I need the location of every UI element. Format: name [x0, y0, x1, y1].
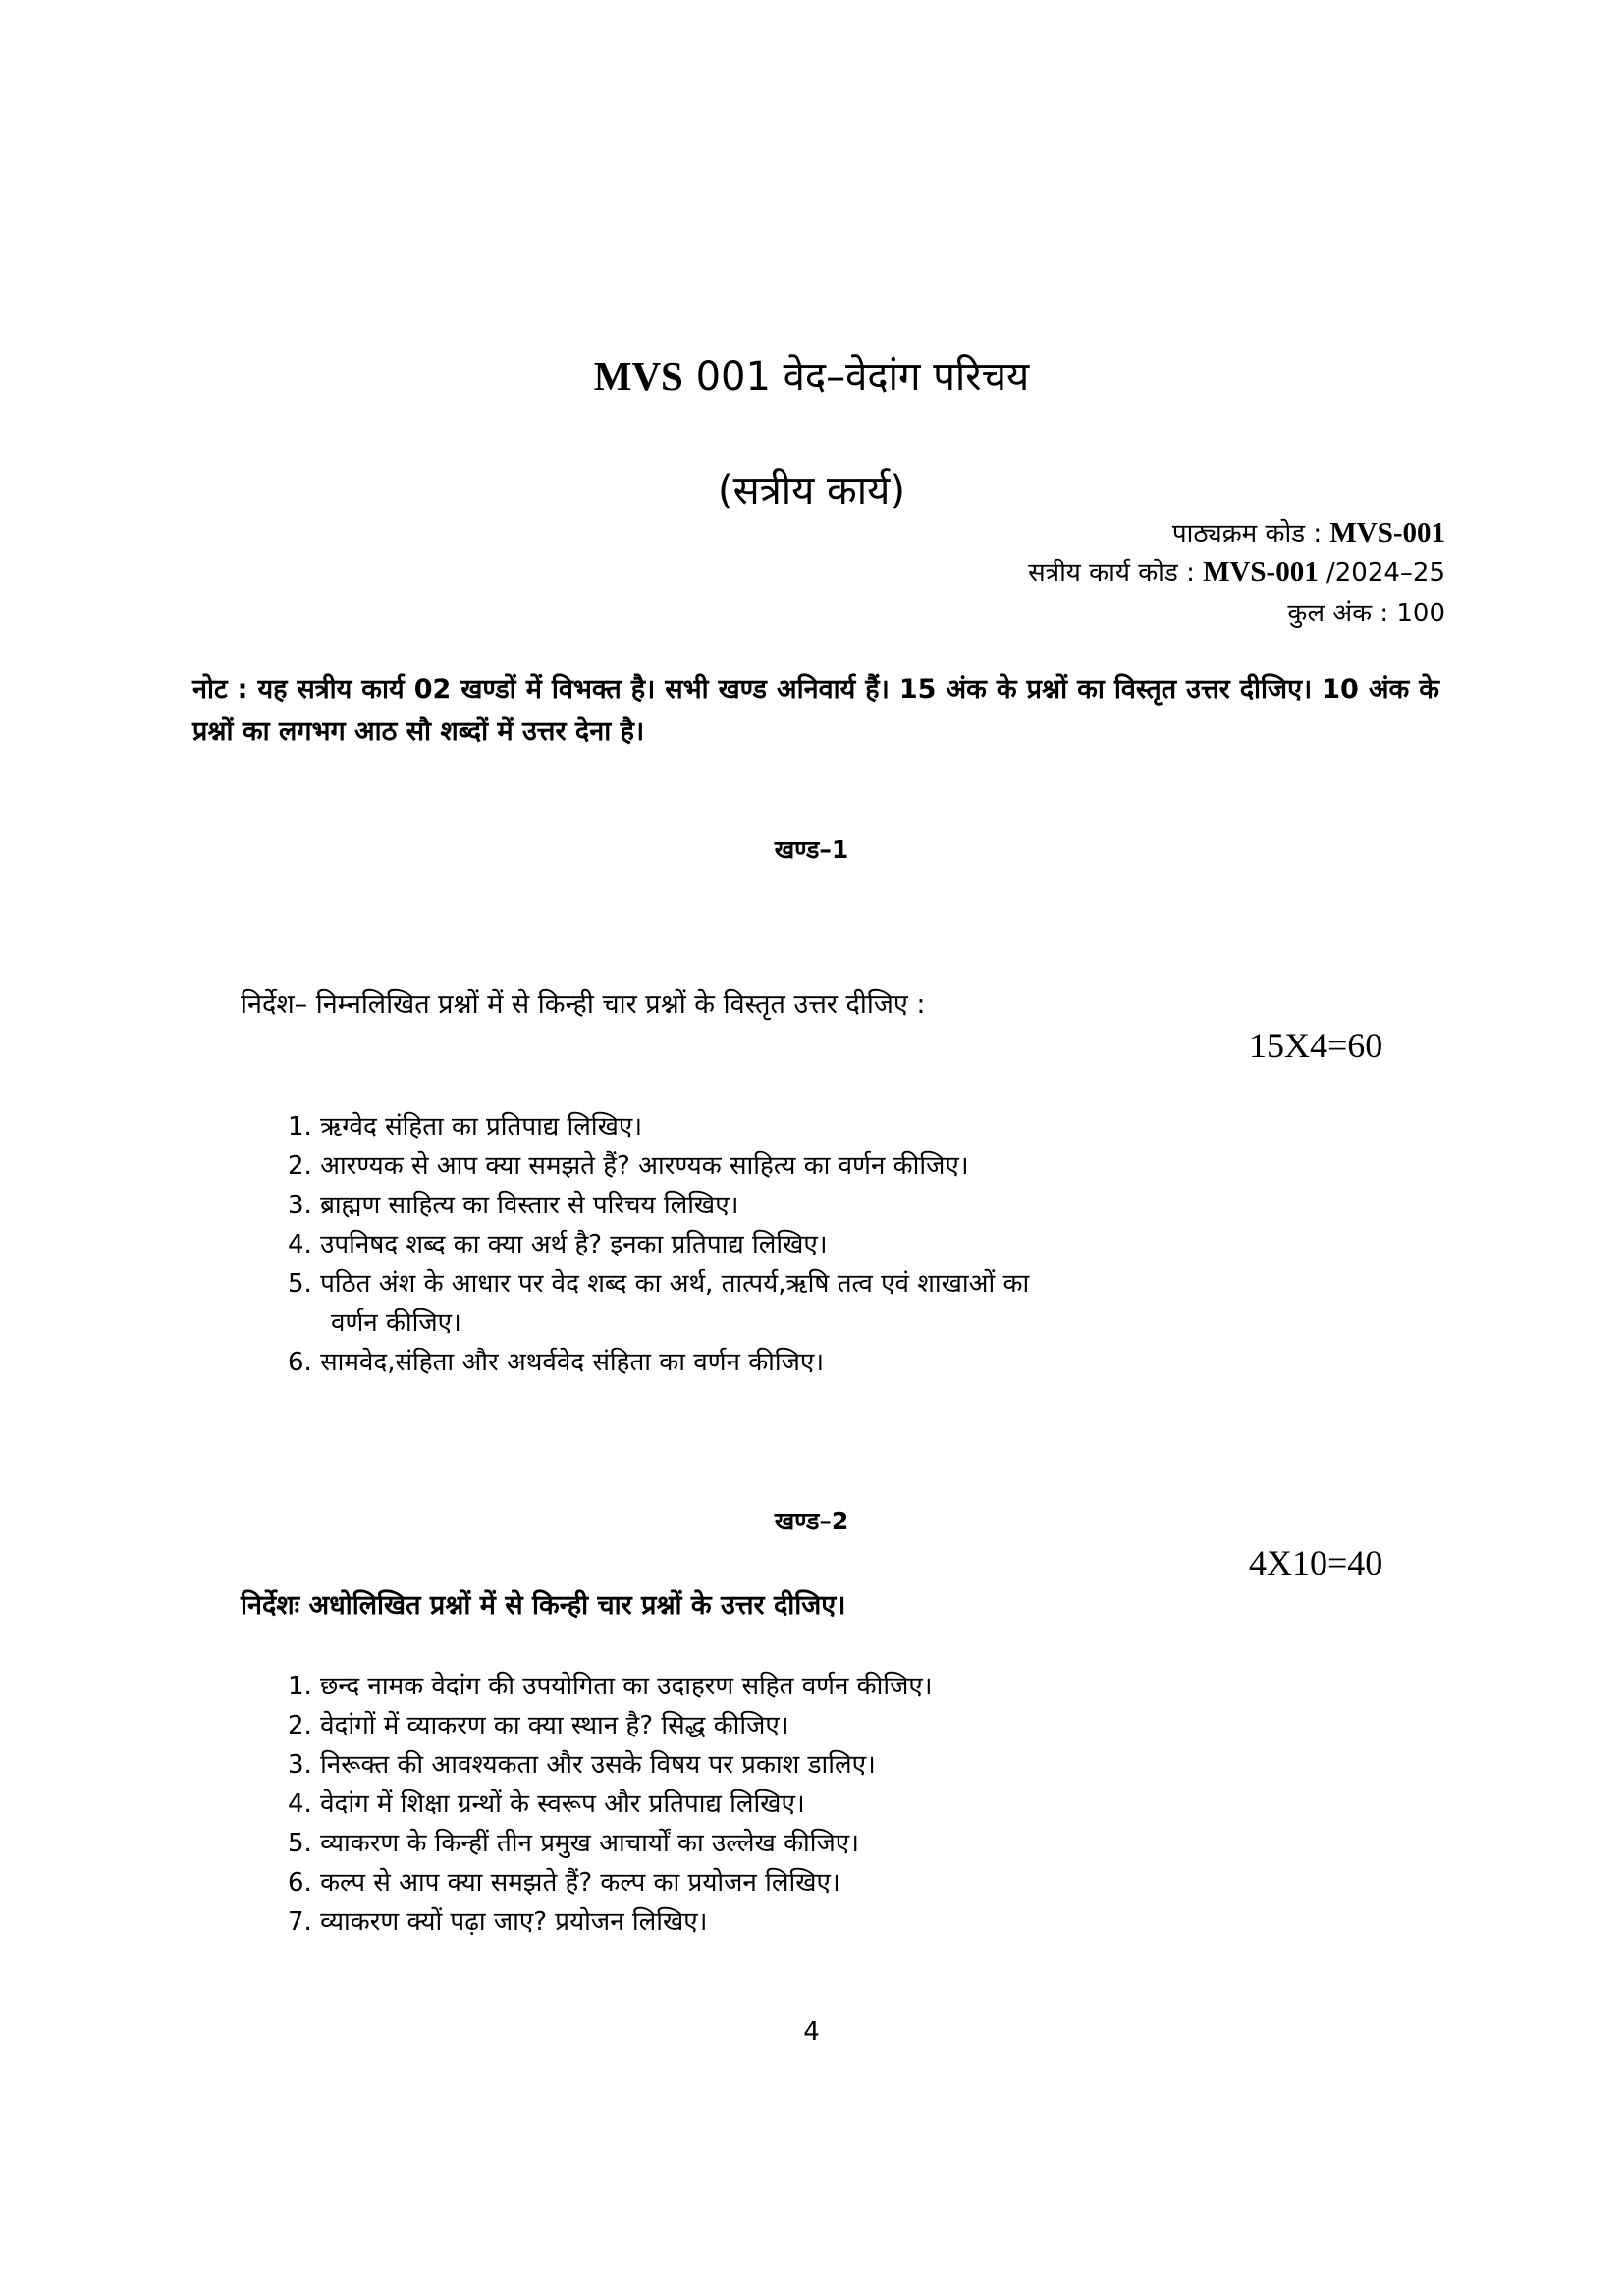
course-code-label: पाठ्यक्रम कोड : — [1171, 519, 1330, 549]
question-item: 6. सामवेद,संहिता और अथर्ववेद संहिता का वर्णन कीजिए। — [288, 1348, 825, 1377]
question-item: 4. वेदांग में शिक्षा ग्रन्थों के स्वरूप और प्रतिपाद्य लिखिए। — [288, 1789, 805, 1819]
document-subtitle: (सत्रीय कार्य) — [718, 468, 905, 513]
document-title — [0, 348, 1623, 404]
section-1-marks: 15X4=60 — [1249, 1026, 1383, 1065]
title-course-code: MVS — [593, 353, 683, 399]
question-item: 6. कल्प से आप क्या समझते हैं? कल्प का प्रयोजन लिखिए। — [288, 1868, 840, 1897]
section-1-title: खण्ड–1 — [774, 835, 849, 864]
section-1-instruction: निर्देश– निम्नलिखित प्रश्नों में से किन्ही चार प्रश्नों के विस्तृत उत्तर दीजिए : — [241, 989, 926, 1020]
assignment-code-line — [1028, 553, 1445, 593]
question-item: 3. निरूक्त की आवश्यकता और उसके विषय पर प्रकाश डालिए। — [288, 1750, 876, 1780]
course-code-value: MVS-001 — [1329, 517, 1445, 549]
course-code-line — [1172, 513, 1445, 554]
question-item: 7. व्याकरण क्यों पढ़ा जाए? प्रयोजन लिखिए। — [288, 1907, 708, 1937]
assignment-code-value: MVS-001 — [1203, 557, 1319, 588]
assignment-year: /2024–25 — [1318, 559, 1445, 588]
question-item: 2. आरण्यक से आप क्या समझते हैं? आरण्यक साहित्य का वर्णन कीजिए। — [288, 1151, 969, 1181]
question-item: 2. वेदांगों में व्याकरण का क्या स्थान है? सिद्ध कीजिए। — [288, 1711, 789, 1740]
section-2-marks: 4X10=40 — [1249, 1543, 1383, 1582]
section-2-instruction: निर्देशः अधोलिखित प्रश्नों में से किन्ही चार प्रश्नों के उत्तर दीजिए। — [241, 1590, 846, 1621]
section-1-question-list — [288, 1107, 1029, 1382]
title-text: 001 वेद–वेदांग परिचय — [682, 354, 1030, 400]
page-number: 4 — [803, 2017, 820, 2047]
question-item: 3. ब्राह्मण साहित्य का विस्तार से परिचय लिखिए। — [288, 1191, 739, 1220]
question-item: 5. व्याकरण के किन्हीं तीन प्रमुख आचार्यों का उल्लेख कीजिए। — [288, 1829, 860, 1858]
question-item: 1. ऋग्वेद संहिता का प्रतिपाद्य लिखिए। — [288, 1112, 643, 1142]
question-item-continuation: वर्णन कीजिए। — [331, 1308, 461, 1338]
assignment-code-label: सत्रीय कार्य कोड : — [1028, 559, 1204, 588]
instructions-note: नोट : यह सत्रीय कार्य 02 खण्डों में विभक्त है। सभी खण्ड अनिवार्य हैं। 15 अंक के प्रश्नों का विस्तृत उत्तर दीजिए। 10 अंक के प्रश्नों का लगभग आठ सौ शब्दों में उत्तर देना है। — [192, 674, 1439, 747]
question-item: 5. पठित अंश के आधार पर वेद शब्द का अर्थ, तात्पर्य,ऋषि तत्व एवं शाखाओं का — [288, 1269, 1030, 1299]
question-item: 4. उपनिषद शब्द का क्या अर्थ है? इनका प्रतिपाद्य लिखिए। — [288, 1230, 828, 1259]
question-item: 1. छन्द नामक वेदांग की उपयोगिता का उदाहरण सहित वर्णन कीजिए। — [288, 1672, 933, 1701]
section-2-title: खण्ड–2 — [774, 1507, 849, 1535]
total-marks-line: कुल अंक : 100 — [1287, 599, 1445, 628]
section-2-question-list — [288, 1667, 933, 1942]
